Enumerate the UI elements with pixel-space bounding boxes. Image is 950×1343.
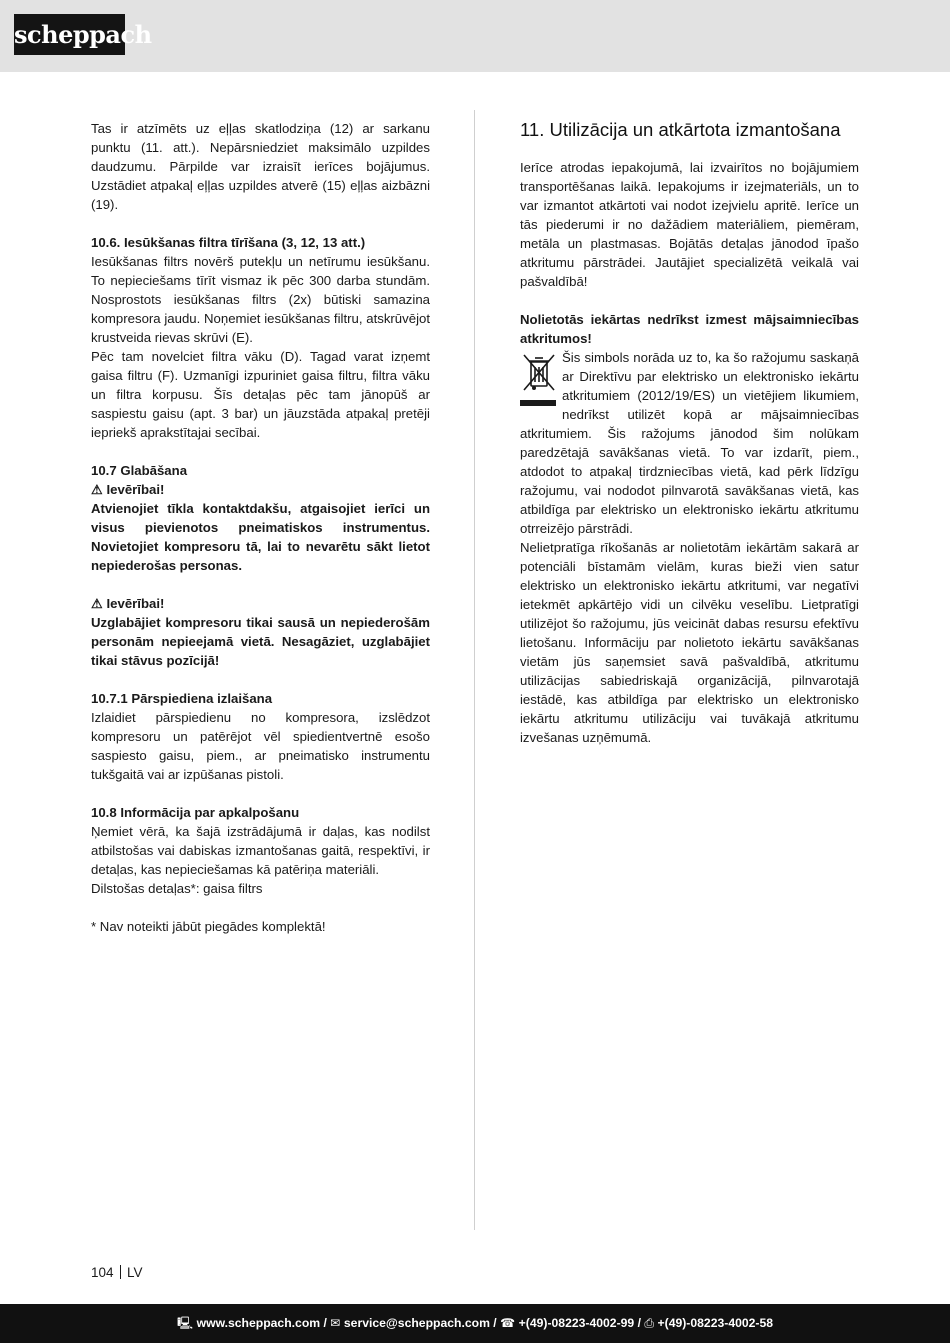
disposal-paragraph-1: Ierīce atrodas iepakojumā, lai izvairītos no bojājumiem transportēšanas laikā. Iepakojums ir izejmateriāls, un to var izmantot atkārtoti vai nodot izejvielu apritē. Ierīce un tās piederumi ir no dažādiem materiāliem, piemēram, metāla un plastmasas. Bojātās detaļas jānodod īpašo atkritumu pārstrādei. Jautājiet specializētā veikalā vai pašvaldībā! <box>520 160 859 289</box>
page-number-separator <box>120 1265 122 1279</box>
fax-icon: ⎙ <box>644 1316 655 1330</box>
intro-paragraph: Tas ir atzīmēts uz eļļas skatlodziņa (12) ar sarkanu punktu (11. att.). Nepārsniedziet maksimālo uzpildes daudzumu. Pārpilde var izraisīt ierīces bojājumus. Uzstādiet atpakaļ eļļas uzpildes atverē (15) eļļas aizbāzni (19). <box>91 121 430 212</box>
footer-separator: / <box>489 1316 501 1330</box>
warning-text-1: Atvienojiet tīkla kontaktdakšu, atgaisojiet ierīci un visus pievienotos pneimatiskos instrumentus. Novietojiet kompresoru tā, lai to nevarētu sākt lietot nepiederošas personas. <box>91 501 430 573</box>
section-10-6-text-2: Pēc tam novelciet filtra vāku (D). Tagad varat izņemt gaisa filtru (F). Uzmanīgi izpuriniet gaisa filtru, filtra vāku un filtra korpusu. Šīs detaļas pēc tam jānopūš ar saspiestu gaisu (apt. 3 bar) un jāuzstāda atpakaļ pretēji iepriekš aprakstītajai secībai. <box>91 349 430 440</box>
section-10-8-heading: 10.8 Informācija par apkalpošanu <box>91 805 300 820</box>
weee-paragraph: Šis simbols norāda uz to, ka šo ražojumu saskaņā ar Direktīvu par elektrisko un elektronisko iekārtu atkritumiem (2012/19/ES) un vietējiem likumiem, nedrīkst utilizēt kopā ar mājsaimniecības atkritumiem. Šis ražojums jānodod šim nolūkam paredzētajā savākšanas vietā. To var izdarīt, piem., atdodot to atpakaļ tirdzniecības vietā, kad pērk līdzīgu ražojumu, vai nododot pilnvarotā savākšanas vietā, kas atbildīga par elektrisko un elektronisko iekārtu atkritumu otrreizējo pārstrādi. <box>520 350 859 536</box>
warning-text-2: Uzglabājiet kompresoru tikai sausā un nepiederošām personām nepieejamā vietā. Nesagāziet, uzglabājiet tikai stāvus pozīcijā! <box>91 615 430 668</box>
page-header <box>0 0 950 72</box>
wear-parts-line: Dilstošas detaļas*: gaisa filtrs <box>91 881 263 896</box>
section-10-7-1-text: Izlaidiet pārspiedienu no kompresora, izslēdzot kompresoru un patērējot vēl spiedientvertnē esošo saspiesto gaisu, piem., ar pneimatisko instrumentu tukšgaitā vai ar izpūšanas pistoli. <box>91 710 430 782</box>
brand-logo: scheppach <box>14 14 125 55</box>
footer-separator: / <box>320 1316 331 1330</box>
footnote: * Nav noteikti jābūt piegādes komplektā! <box>91 919 326 934</box>
column-divider <box>474 110 475 1230</box>
household-waste-warning: Nolietotās iekārtas nedrīkst izmest mājsaimniecības atkritumos! <box>520 312 859 346</box>
fax-number: +(49)-08223-4002-58 <box>657 1316 774 1330</box>
left-column <box>91 119 430 936</box>
warning-label-2: ⚠ Ievērībai! <box>91 596 165 611</box>
section-10-6-heading: 10.6. Iesūkšanas filtra tīrīšana (3, 12, 13 att.) <box>91 235 366 250</box>
monitor-icon: 🖳︎ <box>176 1316 194 1330</box>
section-10-7-heading: 10.7 Glabāšana <box>91 463 188 478</box>
warning-label-1: ⚠ Ievērībai! <box>91 482 165 497</box>
page-number-value: 104 <box>91 1265 114 1280</box>
website-link[interactable]: www.scheppach.com <box>196 1316 321 1330</box>
phone-number: +(49)-08223-4002-99 <box>518 1316 635 1330</box>
footer-separator: / <box>634 1316 645 1330</box>
page-number <box>91 1264 143 1282</box>
page-footer <box>0 1304 950 1343</box>
phone-icon: ☎ <box>500 1316 516 1330</box>
page-language: LV <box>127 1265 143 1280</box>
section-10-7-1-heading: 10.7.1 Pārspiediena izlaišana <box>91 691 273 706</box>
section-10-8-text: Ņemiet vērā, ka šajā izstrādājumā ir daļas, kas nodilst atbilstošas vai dabiskas izmantošanas gaitā, respektīvi, ir detaļas, kas nepieciešamas kā patēriņa materiāli. <box>91 824 430 877</box>
section-11-heading: 11. Utilizācija un atkārtota izmantošana <box>520 119 841 140</box>
disposal-paragraph-3: Nelietpratīga rīkošanās ar nolietotām iekārtām sakarā ar potenciāli bīstamām vielām, kuras bieži vien satur elektrisko un elektronisko iekārtu atkritumi, var negatīvi ietekmēt apkārtējo vidi un cilvēku veselību. Lietpratīgi utilizējot šo ražojumu, jūs veicināt dabas resursu efektīvu lietošanu. Informāciju par nolietoto iekārtu savākšanas vietām jūs saņemsiet savā pašvaldībā, atkritumu utilizācijas sabiedriskajā organizācijā, pilnvarotajā iestādē, kas atbildīga par elektrisko un elektronisko iekārtu atkritumu utilizāciju vai tuvākajā atkritumu izvešanas uzņēmumā. <box>520 540 859 745</box>
crossed-bin-icon <box>520 350 558 408</box>
section-10-6-text-1: Iesūkšanas filtrs novērš putekļu un netīrumu iesūkšanu. To nepieciešams tīrīt vismaz ik pēc 300 darba stundām. Nosprostots iesūkšanas filtrs (2x) būtiski samazina kompresora jaudu. Noņemiet iesūkšanas filtru, atskrūvējot krustveida rievas skrūvi (E). <box>91 254 430 345</box>
mail-icon: ✉︎ <box>330 1316 341 1330</box>
email-link[interactable]: service@scheppach.com <box>343 1316 490 1330</box>
right-column <box>520 119 859 747</box>
